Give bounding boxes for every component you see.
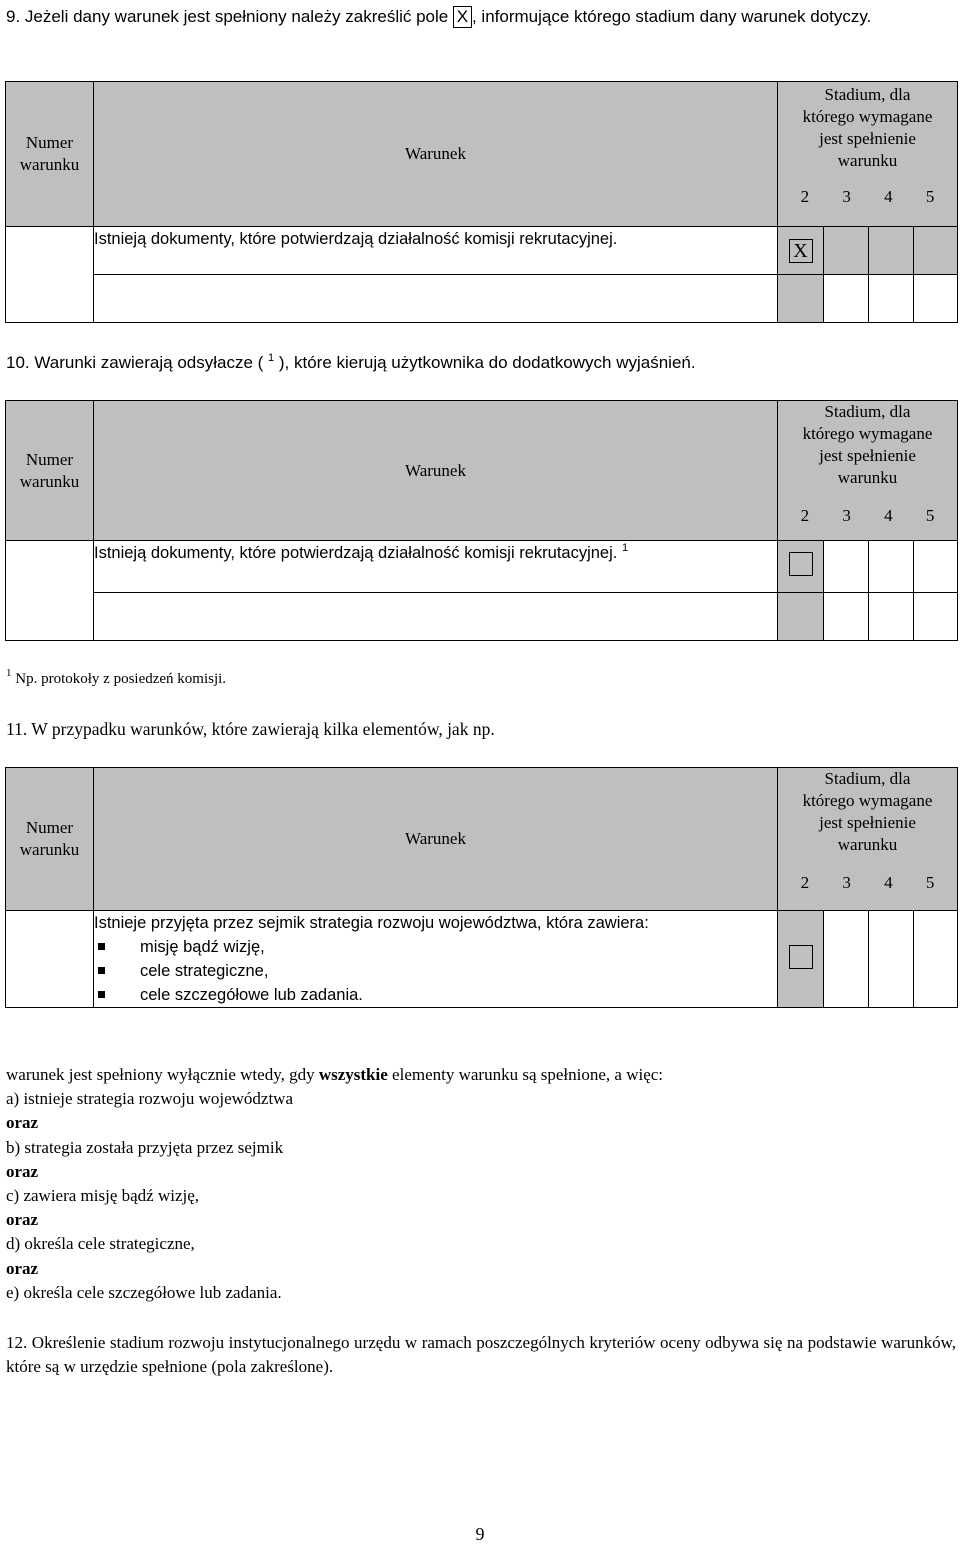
conjunction-oraz: oraz [6,1113,39,1133]
explanation-intro: warunek jest spełniony wyłącznie wtedy, gdy wszystkie elementy warunku są spełnione, a więc: [6,1065,664,1084]
condition-text: Istnieją dokumenty, które potwierdzają działalność komisji rekrutacyjnej. $^1$ [94,541,778,593]
header-stage: Stadium, dla którego wymagane jest spełnienie warunku 2 3 4 5 [778,82,958,227]
conjunction-oraz: oraz [6,1258,39,1278]
conditions-table-2 [5,400,958,641]
stage-4-label: 4 [884,506,893,525]
stage-numbers [778,505,957,527]
stage-2-cell[interactable] [778,593,824,641]
condition-text: Istnieją dokumenty, które potwierdzają działalność komisji rekrutacyjnej. [94,227,778,275]
empty-box-icon [789,945,813,969]
section-10-text-end: ), które kierują użytkownika do dodatkowych wyjaśnień. [274,353,696,372]
stage-5-cell[interactable] [914,911,958,1008]
condition-elements-list [94,935,777,1007]
footnote-marker: 1 [6,667,12,679]
conditions-table-3 [5,767,958,1008]
conjunction-oraz: oraz [6,1210,39,1230]
stage-5-label: 5 [925,873,935,892]
stage-2-cell[interactable] [778,541,824,593]
condition-empty-cell [94,275,778,323]
stage-4-cell[interactable] [869,275,914,323]
checked-box-icon: X [789,239,813,263]
header-stage: Stadium, dla którego wymagane jest spełnienie warunku 2 3 4 5 [778,401,958,541]
stage-numbers [778,186,957,208]
section-10-text: 10. Warunki zawierają odsyłacze ( [6,353,269,372]
stage-5-cell[interactable] [914,593,958,641]
stage-5-label: 5 [925,506,935,525]
explanation-item-d: d) określa cele strategiczne, [6,1234,195,1254]
list-item: misję bądź wizję, [94,935,777,959]
conditions-table-1 [5,81,958,323]
stage-3-cell[interactable] [824,227,869,275]
stage-5-label: 5 [925,187,935,206]
footnote-ref: 1 [621,542,629,554]
section-9-text: 9. Jeżeli dany warunek jest spełniony należy zakreślić pole [6,7,453,26]
explanation [6,1063,956,1305]
footnote-text: Np. protokoły z posiedzeń komisji. [11,671,227,687]
explanation-item-b: b) strategia została przyjęta przez sejmik [6,1137,284,1157]
stage-numbers [778,872,957,894]
stage-5-cell[interactable] [914,227,958,275]
header-stage: Stadium, dla którego wymagane jest spełnienie warunku 2 3 4 5 [778,768,958,911]
condition-empty-cell [94,593,778,641]
stage-3-cell[interactable] [824,911,869,1008]
section-9-text-end: , informujące którego stadium dany warunek dotyczy. [471,7,872,26]
stage-3-label: 3 [842,873,851,892]
condition-number-cell [6,227,94,323]
stage-4-cell[interactable] [869,911,914,1008]
page-number: 9 [475,1524,485,1544]
stage-4-cell[interactable] [869,593,914,641]
list-item: cele strategiczne, [94,959,777,983]
stage-2-label: 2 [800,873,810,892]
stage-3-cell[interactable] [824,275,869,323]
stage-4-label: 4 [884,187,893,206]
emphasis: wszystkie [318,1065,388,1084]
explanation-item-a: a) istnieje strategia rozwoju województwa [6,1089,294,1109]
condition-text [94,911,778,1008]
footnote-ref: 1 [268,352,275,364]
stage-2-label: 2 [800,187,810,206]
condition-intro: Istnieje przyjęta przez sejmik strategia rozwoju województwa, która zawiera: [94,914,649,932]
stage-4-cell[interactable] [869,227,914,275]
condition-number-cell [6,541,94,641]
header-number: Numer warunku [6,768,94,911]
explanation-item-c: c) zawiera misję bądź wizję, [6,1186,200,1206]
section-12-paragraph: 12. Określenie stadium rozwoju instytucjonalnego urzędu w ramach poszczególnych kryteriów oceny odbywa się na podstawie warunków, które są w urzędzie spełnione (pola zakreślone). [6,1333,956,1377]
section-9-paragraph [6,5,956,29]
list-item: cele szczegółowe lub zadania. [94,983,777,1007]
stage-2-cell[interactable] [778,275,824,323]
condition-number-cell [6,911,94,1008]
section-11-paragraph: 11. W przypadku warunków, które zawierają kilka elementów, jak np. [6,719,495,739]
explanation-item-e: e) określa cele szczegółowe lub zadania. [6,1282,282,1302]
checkbox-example-icon: X [453,6,472,28]
stage-2-cell[interactable] [778,911,824,1008]
stage-4-cell[interactable] [869,541,914,593]
header-number: Numer warunku [6,82,94,227]
stage-3-cell[interactable] [824,593,869,641]
section-10-paragraph [6,351,956,375]
stage-5-cell[interactable] [914,275,958,323]
stage-2-label: 2 [800,506,810,525]
header-number: Numer warunku [6,401,94,541]
conjunction-oraz: oraz [6,1161,39,1181]
header-condition: Warunek [94,768,778,911]
stage-5-cell[interactable] [914,541,958,593]
stage-3-cell[interactable] [824,541,869,593]
empty-box-icon [789,552,813,576]
header-condition: Warunek [94,401,778,541]
header-condition: Warunek [94,82,778,227]
footnote [6,667,956,691]
stage-4-label: 4 [884,873,893,892]
stage-3-label: 3 [842,506,851,525]
stage-3-label: 3 [842,187,851,206]
stage-2-cell[interactable] [778,227,824,275]
